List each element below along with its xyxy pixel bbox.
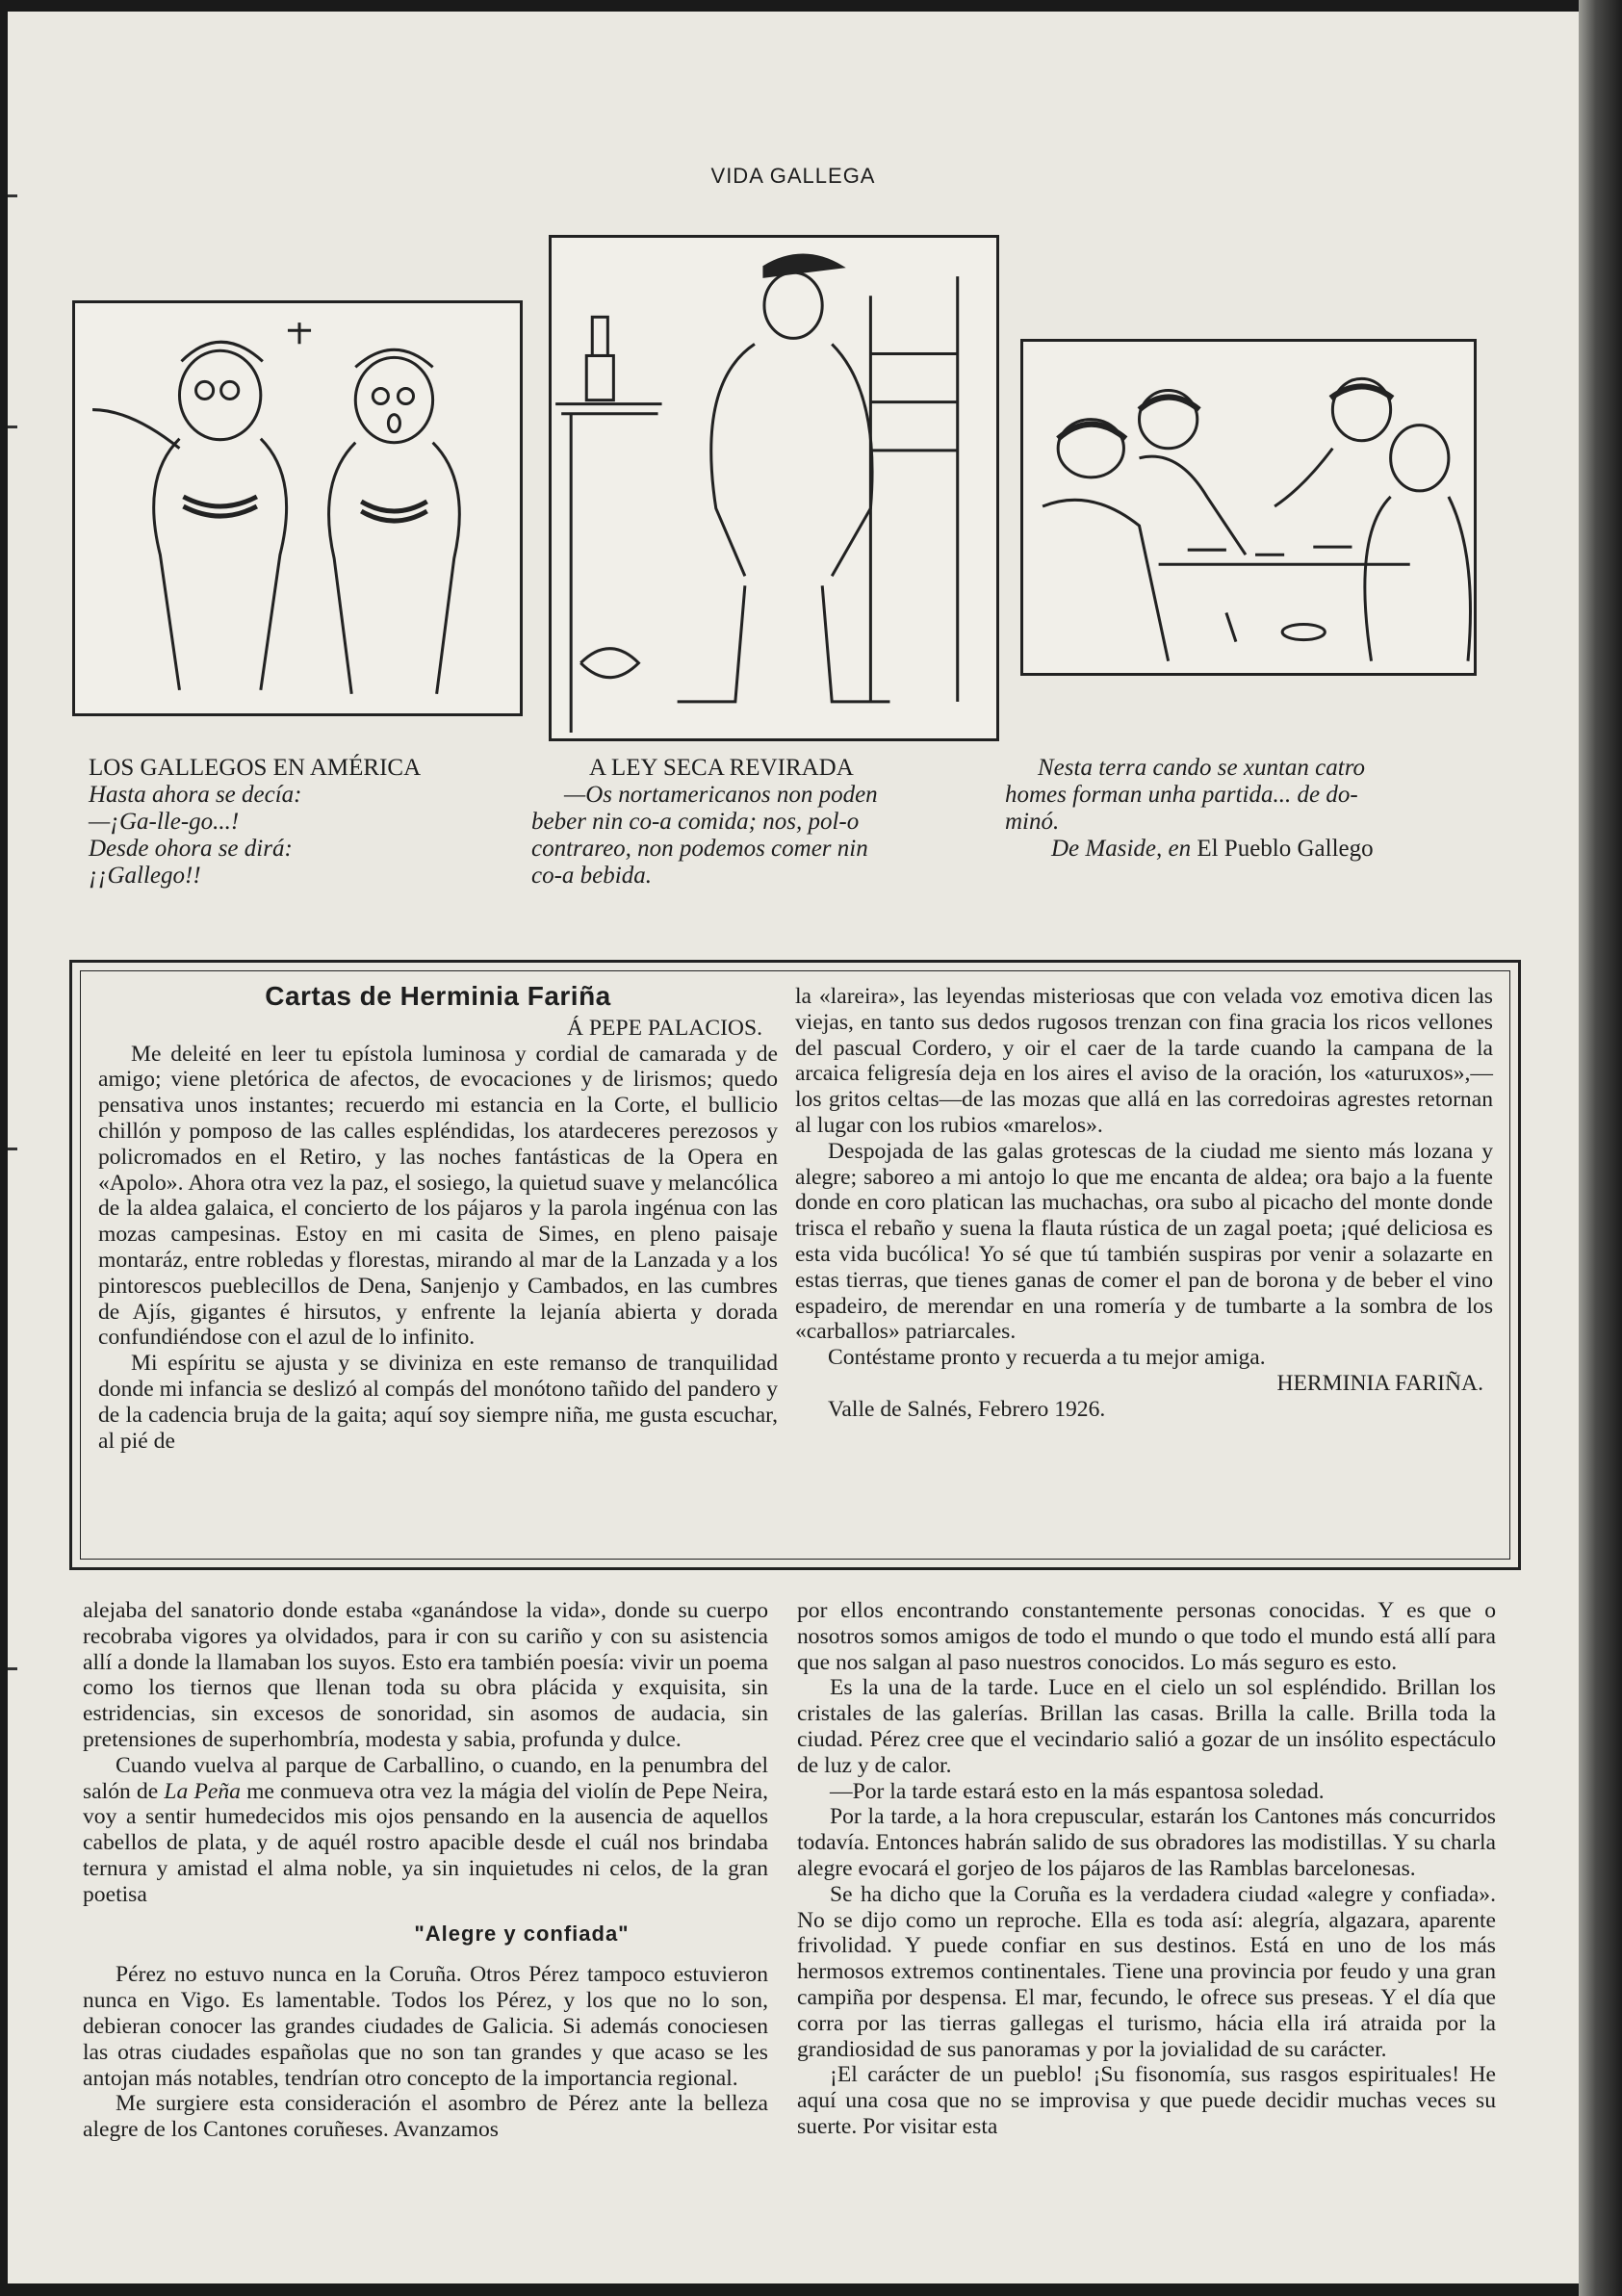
- letter-left-column: [98, 981, 778, 1454]
- cartoon-ley-seca-drawing: [552, 238, 996, 738]
- caption-ley-seca: [531, 755, 993, 890]
- article-left-column: [83, 1598, 768, 2143]
- credit-source: El Pueblo Gallego: [1197, 836, 1374, 862]
- cartoon-gallegos-drawing: [75, 303, 520, 713]
- letter-place-date: Valle de Salnés, Febrero 1926.: [828, 1396, 1106, 1422]
- article-paragraph: Es la una de la tarde. Luce en el cielo un sol espléndido. Brillan los cristales de las galerías. Brillan las casas. Brilla la calle. Brilla toda la ciudad. Pérez cree que el vecindario salió a gozar de un insólito espectáculo de luz y de calor.: [797, 1675, 1496, 1778]
- letter-paragraph: Mi espíritu se ajusta y se diviniza en este remanso de tranquilidad donde mi infancia se deslizó al compás del monótono tañido del pandero y de la cadencia bruja de la gaita; aquí soy siempre niña, me gusta escuchar, al pié de: [98, 1351, 778, 1454]
- caption-line: Desde ohora se dirá:: [89, 836, 293, 862]
- caption-credit: [1005, 836, 1486, 863]
- letter-title: Cartas de Herminia Fariña: [265, 981, 611, 1011]
- paper-sheet: [8, 12, 1579, 2283]
- caption-line: co-a bebida.: [531, 863, 652, 889]
- article-paragraph: alejaba del sanatorio donde estaba «ganándose la vida», donde su cuerpo recobraba vigores ya olvidados, para ir con su cariño y con su asistencia allí a donde la llamaban los suyos. Esto era también poesía: vivir un poema como los tiernos que llenan toda su obra plácida y exquisita, sin estridencias, sin excesos de sonoridad, sin asomos de audacia, sin pretensiones de superhombría, modesta y sabia, profunda y dulce.: [83, 1598, 768, 1752]
- article-paragraph: por ellos encontrando constantemente personas conocidas. Y es que o nosotros somos amigos de todo el mundo o que todo el mundo está allí para que nos salgan al paso nuestros conocidos. Lo más seguro es esto.: [797, 1598, 1496, 1675]
- letter-right-column: [795, 984, 1493, 1423]
- letter-paragraph: Despojada de las galas grotescas de la ciudad me siento más lozana y alegre; saboreo a mi antojo lo que me encanta de aldea; ora bajo a la fuente donde en coro platican las muchachas, ora subo al picacho del monte donde trisca el rebaño y suena la flauta rústica de un zagal poeta; ¡qué deliciosa es esta vida bucólica! Yo sé que tú también suspiras por venir a solazarte en estas tierras, que tienes ganas de comer el pan de borona y de beber el vino espadeiro, de merendar en una romería y de tumbarte a la sombra de los «carballos» patriarcales.: [795, 1138, 1493, 1345]
- caption-title: LOS GALLEGOS EN AMÉRICA: [89, 755, 422, 781]
- article-paragraph: Pérez no estuvo nunca en la Coruña. Otros Pérez tampoco estuvieron nunca en Vigo. Es lamentable. Todos los Pérez, y los que no lo son, debieran conocer las grandes ciudades de Galicia. Si además conociesen las otras ciudades españolas que no son tan grandes y que acaso se les antojan más notables, tendrían otro concepto de la importancia regional.: [83, 1962, 768, 2091]
- article-paragraph: Me surgiere esta consideración el asombro de Pérez ante la belleza alegre de los Cantones coruñeses. Avanzamos: [83, 2091, 768, 2143]
- caption-line: —Os nortamericanos non poden: [564, 782, 878, 808]
- article-paragraph-carballino: [83, 1753, 768, 1908]
- article-right-column: [797, 1598, 1496, 2140]
- letter-dedication: Á PEPE PALACIOS.: [566, 1015, 762, 1041]
- cartoon-gallegos-illustration: [72, 300, 523, 716]
- edge-mark: [8, 194, 17, 197]
- article-subhead: "Alegre y confiada": [414, 1921, 630, 1946]
- article-paragraph: Por la tarde, a la hora crepuscular, estarán los Cantones más concurridos todavía. Entonces habrán salido de sus obradores las modistillas. Y su charla alegre evocará el gorjeo de los pájaros de las Ramblas barcelonesas.: [797, 1804, 1496, 1881]
- caption-line: minó.: [1005, 809, 1060, 835]
- caption-line: Hasta ahora se decía:: [89, 782, 302, 808]
- cartoon-ley-seca-illustration: [549, 235, 999, 741]
- text-run-italic: La Peña: [164, 1778, 241, 1804]
- running-head: VIDA GALLEGA: [710, 164, 876, 188]
- caption-line: —¡Ga-lle-go...!: [89, 809, 240, 835]
- binding-spine: [1579, 0, 1622, 2296]
- article-paragraph: —Por la tarde estará esto en la más espantosa soledad.: [830, 1778, 1325, 1804]
- text-run: Cuando vuelva al parque de Carballino, o cuando, en la penumbra del salón de: [83, 1752, 768, 1804]
- caption-line: contrareo, non podemos comer nin: [531, 836, 868, 862]
- caption-line: Nesta terra cando se xuntan catro: [1038, 755, 1366, 781]
- caption-line: homes forman unha partida... de do-: [1005, 782, 1358, 808]
- cartoon-domino-illustration: [1020, 339, 1477, 676]
- edge-mark: [8, 1667, 17, 1670]
- caption-gallegos: [89, 755, 522, 890]
- letter-signature: HERMINIA FARIÑA.: [1276, 1370, 1483, 1396]
- caption-line: ¡¡Gallego!!: [89, 863, 201, 889]
- edge-mark: [8, 426, 17, 428]
- caption-domino: [1005, 755, 1486, 863]
- cartoon-domino-drawing: [1023, 342, 1474, 673]
- edge-mark: [8, 1148, 17, 1150]
- text-run: me conmueva otra vez la mágia del violín de Pepe Neira, voy a sentir humedecidos mis ojos pensando en la ausencia de aquellos cabellos de plata, y de aquél rostro apacible desde el cuál nos brindaba ternura y amistad el alma noble, ya sin inquietudes ni celos, de la gran poetisa: [83, 1778, 768, 1907]
- credit-prefix: De Maside, en: [1051, 836, 1192, 862]
- letter-paragraph: Me deleité en leer tu epístola luminosa y cordial de camarada y de amigo; viene pletórica de afectos, de evocaciones y de lirismos; quedo pensativa unos instantes; recuerdo mi estancia en la Corte, el bullicio chillón y pomposo de las calles espléndidas, los atardeceres perezosos y policromados en el Retiro, y las noches fantásticas de la Opera en «Apolo». Ahora otra vez la paz, el sosiego, la quietud suave y melancólica de la aldea galaica, el concierto de los pájaros y la parola ingénua con las mozas campesinas. Estoy en mi casita de Simes, en pleno paisaje montaráz, entre robledas y florestas, mirando al mar de la Lanzada y a los pintorescos pueblecillos de Dena, Sanjenjo y Cambados, en las cumbres de Ajís, gigantes é hirsutos, y enfrente la lejanía abierta y dorada confundiéndose con el azul de lo infinito.: [98, 1041, 778, 1351]
- article-paragraph: ¡El carácter de un pueblo! ¡Su fisonomía, sus rasgos espirituales! He aquí una cosa que no se improvisa y que puede decidir muchas veces su suerte. Por visitar esta: [797, 2062, 1496, 2139]
- letter-paragraph: Contéstame pronto y recuerda a tu mejor amiga.: [828, 1345, 1266, 1371]
- caption-title: A LEY SECA REVIRADA: [589, 755, 854, 781]
- article-paragraph: Se ha dicho que la Coruña es la verdadera ciudad «alegre y confiada». No se dijo como un reproche. Ella es toda así: alegría, algazara, aparente frivolidad. Y puede confiar en sus destinos. Está en uno de los más hermosos extremos continentales. Tiene una provincia por feudo y una gran campiña por despensa. El mar, fecundo, le ofrece sus preseas. Y el día que corra por las tierras gallegas el turismo, hácia ella irá atraida por la grandiosidad de sus panoramas y por la jovialidad de su carácter.: [797, 1881, 1496, 2062]
- caption-line: beber nin co-a comida; nos, pol-o: [531, 809, 860, 835]
- letter-paragraph: la «lareira», las leyendas misteriosas que con velada voz emotiva dicen las viejas, en tanto sus dedos rugosos trenzan con fina gracia los ricos vellones del pascual Cordero, y oir el caer de la tarde cuando la campana de la arcaica feligresía deja en los aires el aviso de la oración, los «aturuxos»,—los gritos celtas—de las mozas que allá en las corredoiras agrestes retornan al lugar con los rubios «marelos».: [795, 984, 1493, 1138]
